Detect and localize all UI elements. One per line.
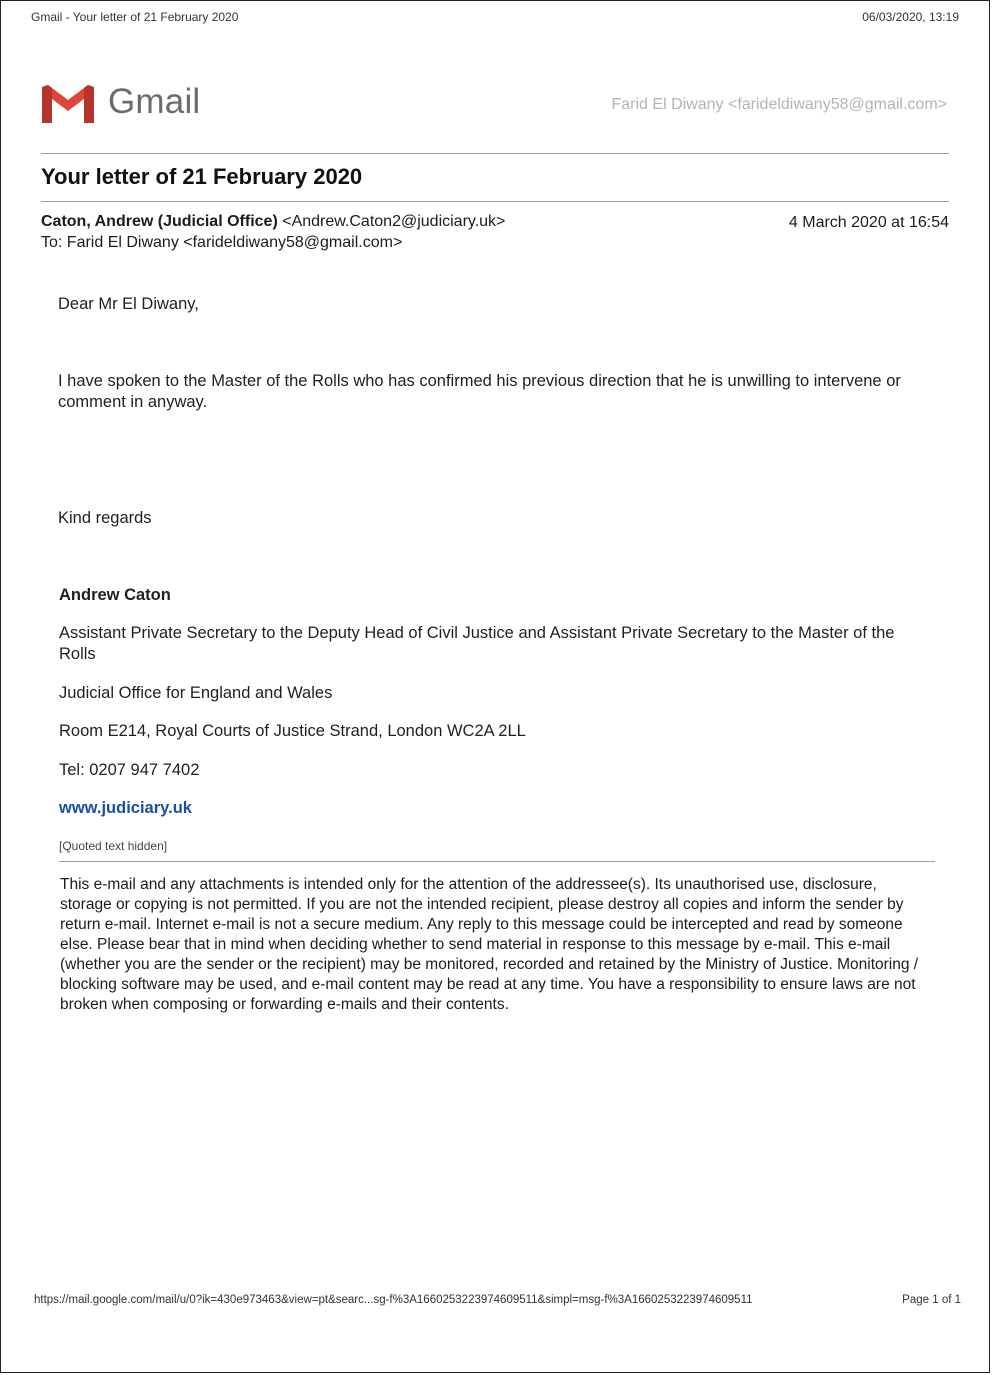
website-link[interactable]: www.judiciary.uk	[59, 799, 192, 817]
sender-name: Caton, Andrew (Judicial Office)	[41, 213, 278, 230]
signature-address: Room E214, Royal Courts of Justice Strand, London WC2A 2LL	[59, 722, 526, 740]
divider	[41, 153, 949, 154]
signature-name: Andrew Caton	[59, 586, 171, 604]
sender-line	[41, 213, 505, 231]
email-subject: Your letter of 21 February 2020	[41, 164, 363, 189]
signature-office: Judicial Office for England and Wales	[59, 684, 333, 702]
message-date: 4 March 2020 at 16:54	[788, 214, 949, 231]
closing: Kind regards	[58, 509, 152, 527]
greeting: Dear Mr El Diwany,	[58, 295, 199, 313]
print-footer-url: https://mail.google.com/mail/u/0?ik=430e973463&view=pt&searc...sg-f%3A1660253223974609511&simpl=msg-f%3A1660253223974609511	[34, 1294, 753, 1306]
recipient-line: To: Farid El Diwany <farideldiwany58@gmail.com>	[41, 234, 403, 251]
print-footer-page: Page 1 of 1	[902, 1294, 961, 1306]
divider	[59, 861, 935, 862]
gmail-m-icon	[39, 81, 97, 125]
quoted-text-hidden[interactable]: [Quoted text hidden]	[59, 839, 168, 853]
print-header-timestamp: 06/03/2020, 13:19	[862, 10, 959, 24]
message-body: I have spoken to the Master of the Rolls who has confirmed his previous direction that he is unwilling to intervene or comment in anyway.	[58, 372, 901, 411]
gmail-wordmark: Gmail	[108, 82, 201, 121]
signature-role: Assistant Private Secretary to the Deputy Head of Civil Justice and Assistant Private Secretary to the Master of the Rolls	[59, 624, 895, 663]
print-header-title: Gmail - Your letter of 21 February 2020	[31, 10, 239, 24]
account-label: Farid El Diwany <farideldiwany58@gmail.com>	[611, 96, 947, 113]
signature-tel: Tel: 0207 947 7402	[59, 761, 200, 779]
sender-email: <Andrew.Caton2@judiciary.uk>	[282, 213, 506, 230]
legal-disclaimer: This e-mail and any attachments is intended only for the attention of the addressee(s). Its unauthorised use, disclosure, storage or copying is not permitted. If you are not the intended recipient, please destroy all copies and inform the sender by return e-mail. Internet e-mail is not a secure medium. Any reply to this message could be intercepted and read by someone else. Please bear that in mind when deciding whether to send material in response to this message by e-mail. This e-mail (whether you are the sender or the recipient) may be monitored, recorded and retained by the Ministry of Justice. Monitoring / blocking software may be used, and e-mail content may be read at any time. You have a responsibility to ensure laws are not broken when composing or forwarding e-mails and their contents.	[60, 876, 919, 1013]
divider	[41, 201, 949, 202]
